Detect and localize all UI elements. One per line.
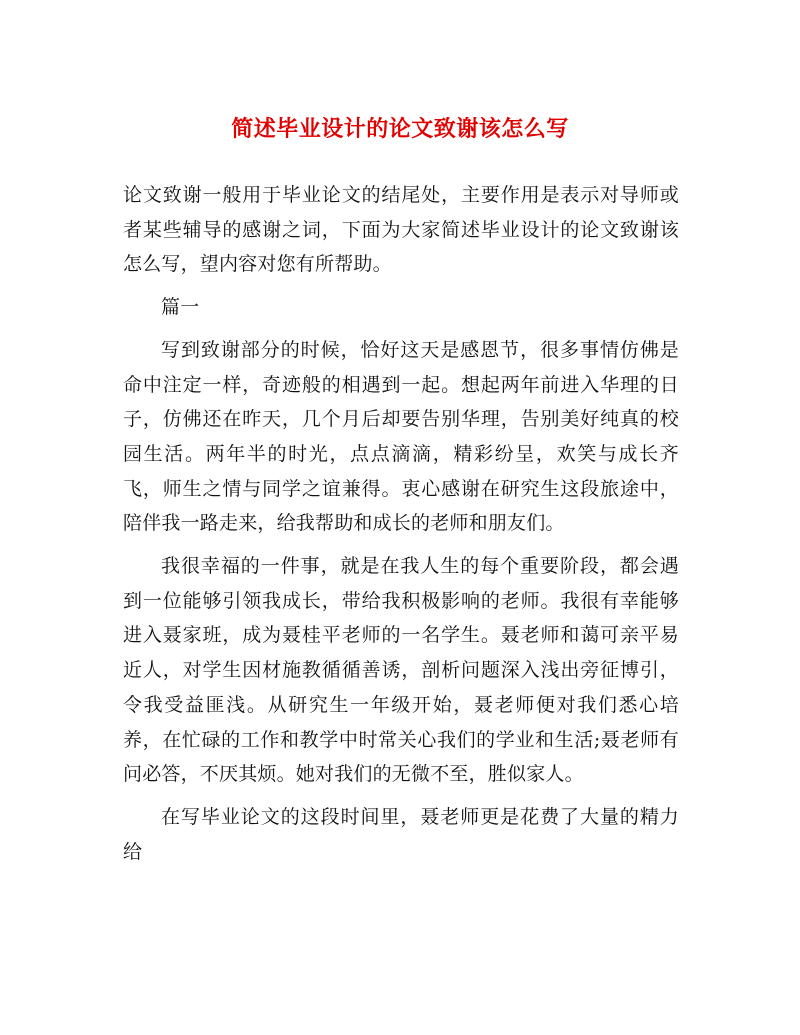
intro-paragraph: 论文致谢一般用于毕业论文的结尾处，主要作用是表示对导师或者某些辅导的感谢之词，下面为大家简述毕业设计的论文致谢该怎么写，望内容对您有所帮助。 [123,184,679,276]
section-heading: 篇一 [161,296,200,319]
body-paragraph: 我很幸福的一件事，就是在我人生的每个重要阶段，都会遇到一位能够引领我成长，带给我积极影响的老师。我很有幸能够进入聂家班，成为聂桂平老师的一名学生。聂老师和蔼可亲平易近人，对学生因材施教循循善诱，剖析问题深入浅出旁征博引，令我受益匪浅。从研究生一年级开始，聂老师便对我们悉心培养，在忙碌的工作和教学中时常关心我们的学业和生活;聂老师有问必答，不厌其烦。她对我们的无微不至，胜似家人。 [123,555,679,786]
body-paragraph: 写到致谢部分的时候，恰好这天是感恩节，很多事情仿佛是命中注定一样，奇迹般的相遇到一起。想起两年前进入华理的日子，仿佛还在昨天，几个月后却要告别华理，告别美好纯真的校园生活。两年半的时光，点点滴滴，精彩纷呈，欢笑与成长齐飞，师生之情与同学之谊兼得。衷心感谢在研究生这段旅途中，陪伴我一路走来，给我帮助和成长的老师和朋友们。 [123,338,679,535]
document-title: 简述毕业设计的论文致谢该怎么写 [231,116,569,142]
body-paragraph: 在写毕业论文的这段时间里，聂老师更是花费了大量的精力给 [123,805,679,863]
document-body [123,178,679,869]
